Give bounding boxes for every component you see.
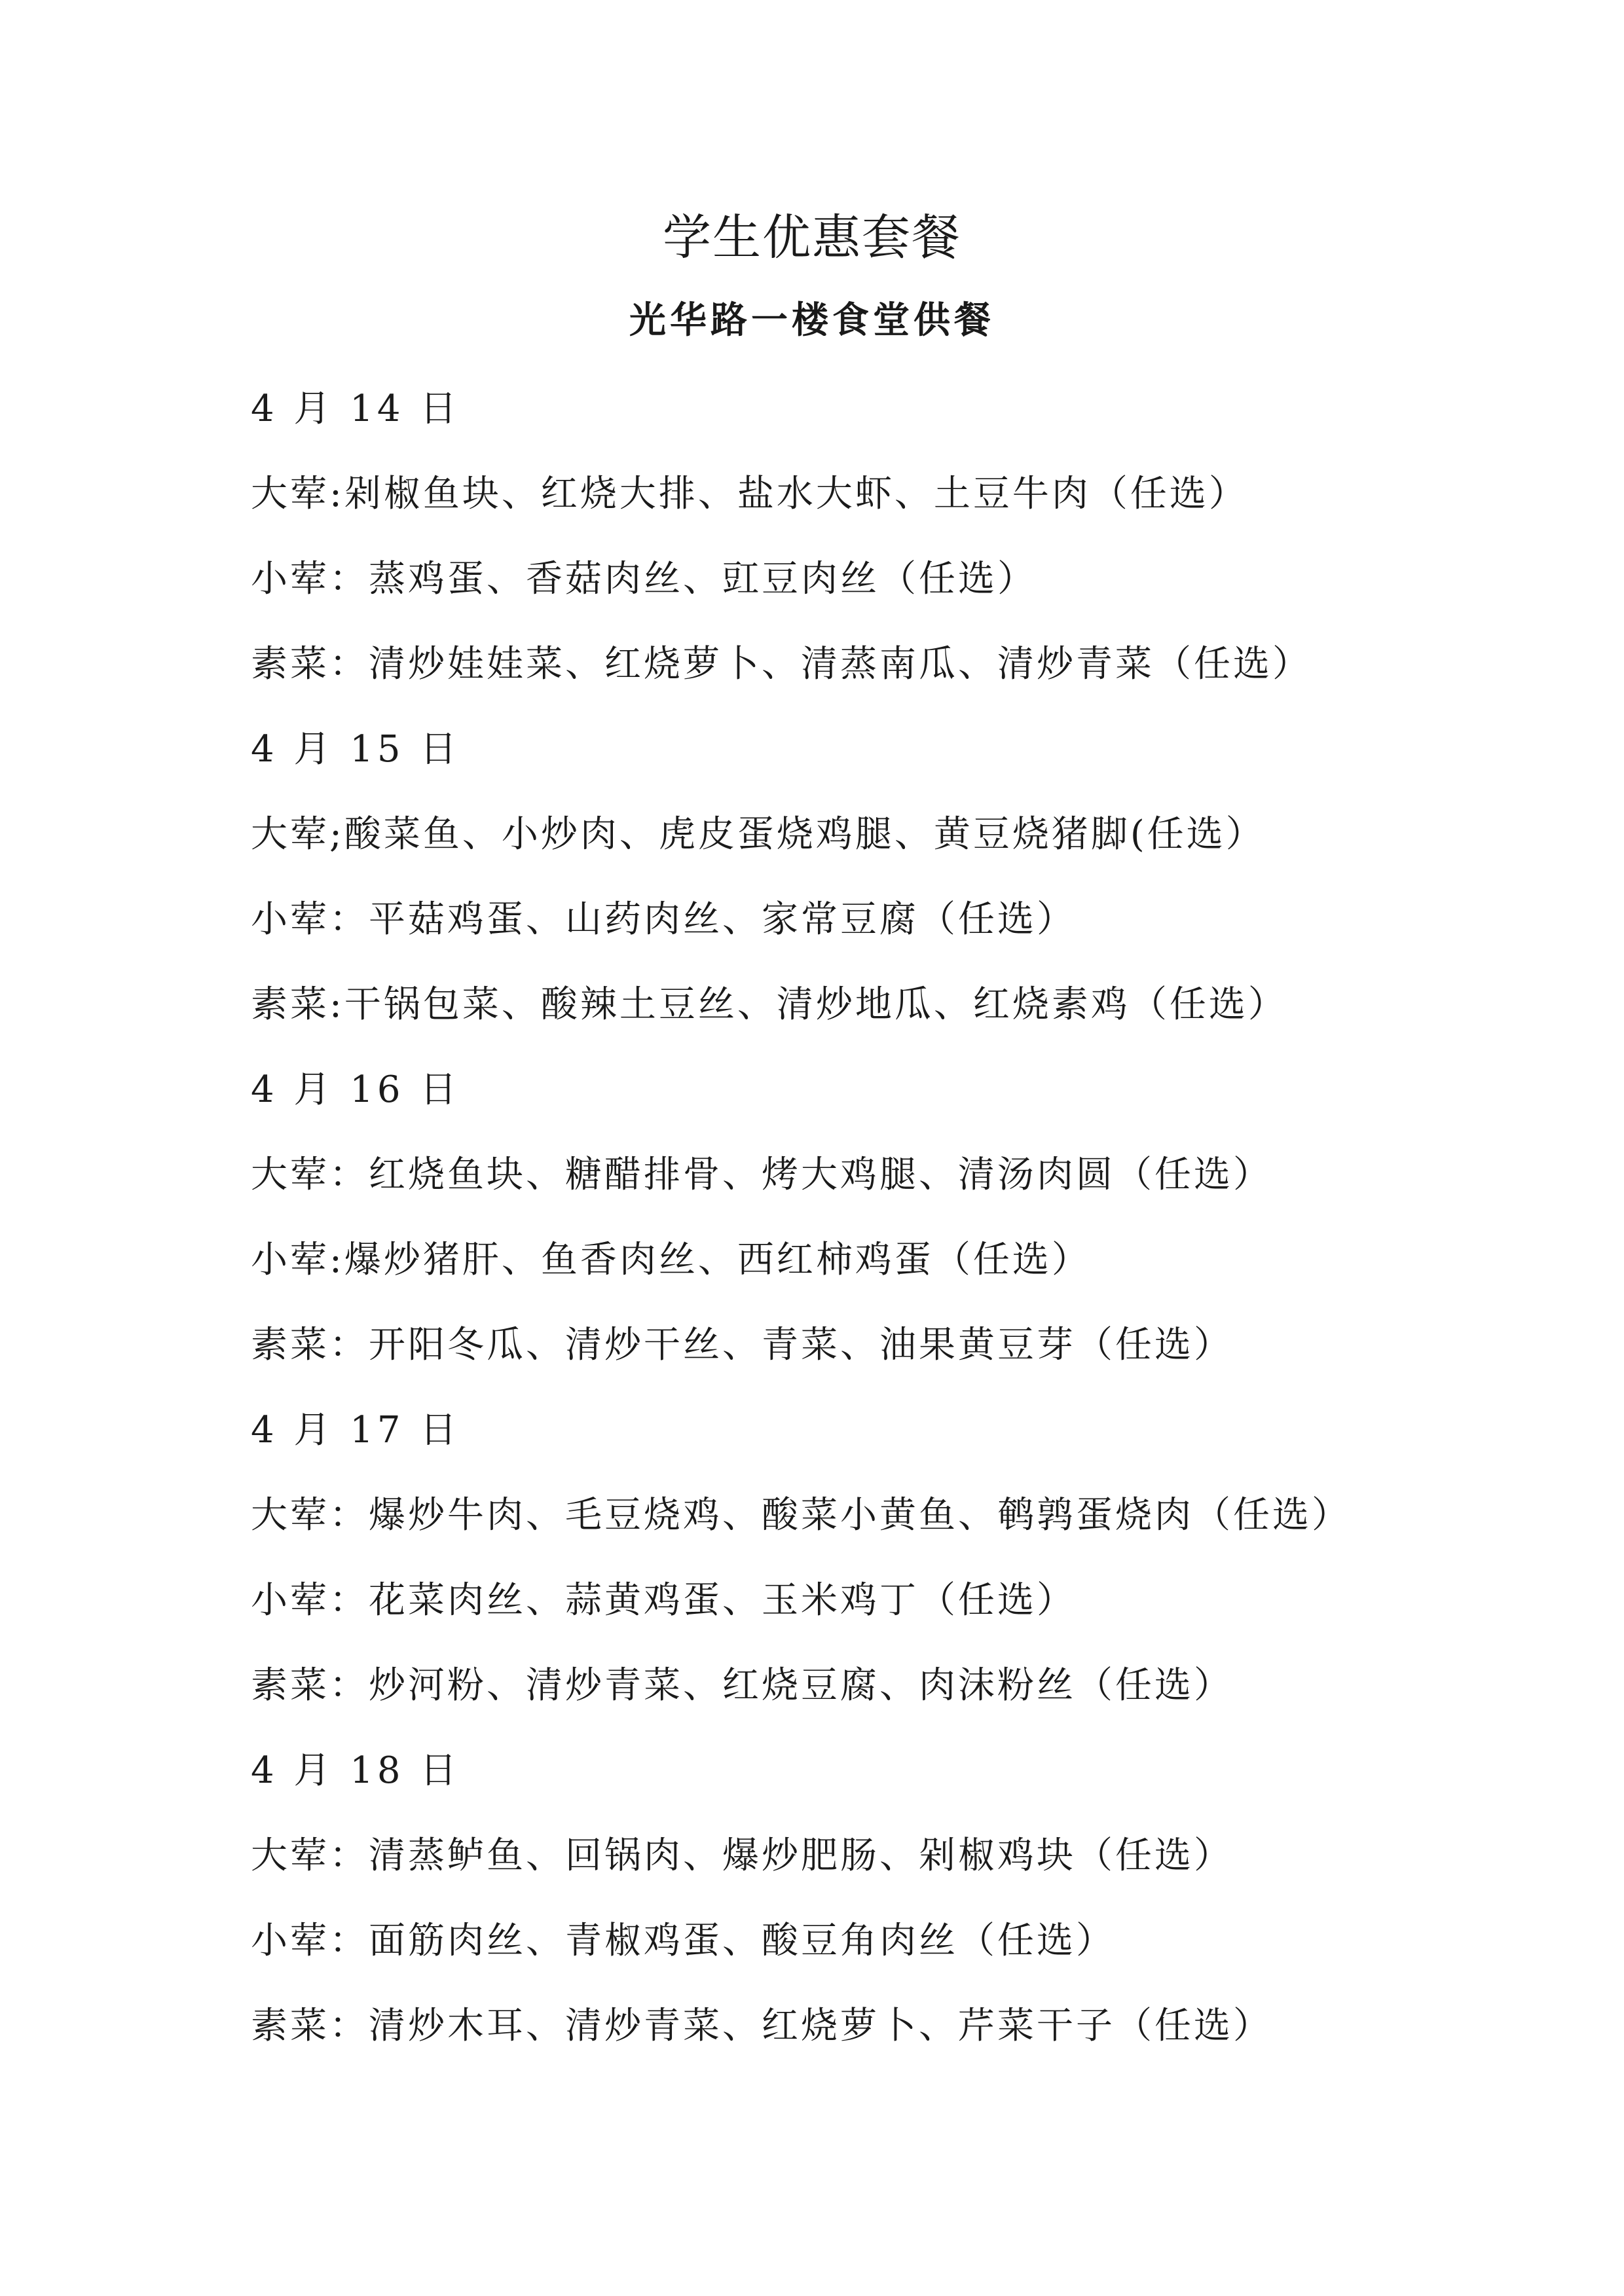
dish-category: 素菜：: [251, 1324, 369, 1366]
menu-list: [251, 383, 1560, 2085]
menu-row-small-meat: [251, 1575, 1560, 1660]
dish-category: 素菜：: [251, 643, 369, 685]
day-date: 4 月 18 日: [251, 1749, 461, 1792]
menu-row-big-meat: [251, 1489, 1560, 1575]
day-date: 4 月 14 日: [251, 388, 461, 430]
dish-list: 红烧鱼块、糖醋排骨、烤大鸡腿、清汤肉圆（任选）: [369, 1154, 1272, 1196]
menu-row-big-meat: [251, 468, 1560, 553]
dish-list: 平菇鸡蛋、山药肉丝、家常豆腐（任选）: [369, 898, 1076, 941]
menu-row-small-meat: [251, 1915, 1560, 2000]
menu-row-vegetable: [251, 1319, 1560, 1404]
dish-list: 干锅包菜、酸辣土豆丝、清炒地瓜、红烧素鸡（任选）: [344, 983, 1287, 1026]
dish-category: 大荤:: [251, 473, 344, 515]
menu-row-big-meat: [251, 1149, 1560, 1234]
menu-row-small-meat: [251, 894, 1560, 979]
menu-row-big-meat: [251, 809, 1560, 894]
dish-category: 素菜：: [251, 2005, 369, 2047]
dish-category: 素菜:: [251, 983, 344, 1026]
dish-list: 面筋肉丝、青椒鸡蛋、酸豆角肉丝（任选）: [369, 1920, 1115, 1962]
dish-category: 小荤:: [251, 1239, 344, 1281]
dish-list: 清炒木耳、清炒青菜、红烧萝卜、芹菜干子（任选）: [369, 2005, 1272, 2047]
menu-row-vegetable: [251, 638, 1560, 723]
dish-list: 清蒸鲈鱼、回锅肉、爆炒肥肠、剁椒鸡块（任选）: [369, 1834, 1233, 1877]
dish-category: 小荤：: [251, 1920, 369, 1962]
dish-list: 爆炒牛肉、毛豆烧鸡、酸菜小黄鱼、鹌鹑蛋烧肉（任选）: [369, 1494, 1351, 1537]
page-subtitle: 光华路一楼食堂供餐: [629, 299, 995, 342]
day-date: 4 月 16 日: [251, 1068, 461, 1111]
menu-row-small-meat: [251, 553, 1560, 638]
dish-list: 清炒娃娃菜、红烧萝卜、清蒸南瓜、清炒青菜（任选）: [369, 643, 1312, 685]
dish-list: 酸菜鱼、小炒肉、虎皮蛋烧鸡腿、黄豆烧猪脚(任选）: [344, 813, 1265, 856]
dish-list: 爆炒猪肝、鱼香肉丝、西红柿鸡蛋（任选）: [344, 1239, 1091, 1281]
day-date: 4 月 15 日: [251, 728, 461, 771]
menu-row-vegetable: [251, 2000, 1560, 2085]
dish-category: 大荤：: [251, 1154, 369, 1196]
menu-row-vegetable: [251, 979, 1560, 1064]
dish-list: 剁椒鱼块、红烧大排、盐水大虾、土豆牛肉（任选）: [344, 473, 1248, 515]
menu-row-big-meat: [251, 1830, 1560, 1915]
dish-category: 大荤;: [251, 813, 344, 856]
menu-row-vegetable: [251, 1660, 1560, 1745]
dish-category: 素菜：: [251, 1664, 369, 1707]
menu-row-small-meat: [251, 1234, 1560, 1319]
dish-list: 开阳冬瓜、清炒干丝、青菜、油果黄豆芽（任选）: [369, 1324, 1233, 1366]
dish-list: 花菜肉丝、蒜黄鸡蛋、玉米鸡丁（任选）: [369, 1579, 1076, 1622]
day-date: 4 月 17 日: [251, 1409, 461, 1451]
dish-category: 小荤：: [251, 898, 369, 941]
dish-category: 大荤：: [251, 1494, 369, 1537]
dish-category: 大荤：: [251, 1834, 369, 1877]
dish-category: 小荤：: [251, 1579, 369, 1622]
dish-list: 炒河粉、清炒青菜、红烧豆腐、肉沫粉丝（任选）: [369, 1664, 1233, 1707]
dish-category: 小荤：: [251, 558, 369, 600]
dish-list: 蒸鸡蛋、香菇肉丝、豇豆肉丝（任选）: [369, 558, 1037, 600]
page-title: 学生优惠套餐: [663, 210, 961, 266]
